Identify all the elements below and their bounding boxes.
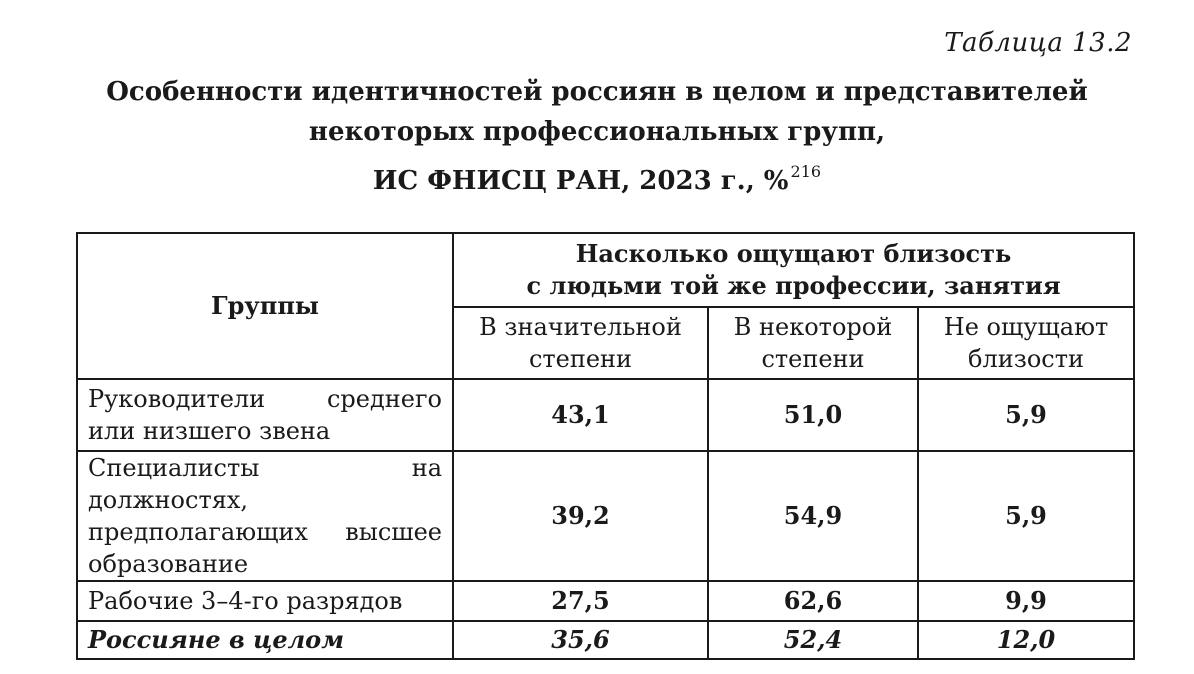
table-row	[77, 379, 1134, 451]
table-number: Таблица 13.2	[944, 28, 1132, 58]
closeness-header	[453, 233, 1134, 307]
row-label: Рабочие 3–4-го разрядов	[77, 581, 453, 621]
cell-value: 5,9	[918, 451, 1134, 581]
total-row	[77, 621, 1134, 659]
title-line-2: некоторых профессиональных групп,	[308, 117, 886, 147]
cell-value: 43,1	[453, 379, 708, 451]
cell-value: 35,6	[453, 621, 708, 659]
cell-value: 52,4	[708, 621, 918, 659]
groups-header: Группы	[77, 233, 453, 379]
col-header-significant	[453, 307, 708, 379]
col-header-some-line-1: В некоторой	[733, 313, 893, 341]
cell-value: 62,6	[708, 581, 918, 621]
col-header-none	[918, 307, 1134, 379]
cell-value: 12,0	[918, 621, 1134, 659]
closeness-header-line-1: Насколько ощущают близость	[575, 239, 1012, 268]
col-header-none-line-2: близости	[968, 345, 1084, 373]
title-line-3-text: ИС ФНИСЦ РАН, 2023 г., %	[372, 166, 789, 196]
col-header-significant-line-2: степени	[528, 345, 633, 373]
col-header-some	[708, 307, 918, 379]
table-row	[77, 581, 1134, 621]
cell-value: 5,9	[918, 379, 1134, 451]
cell-value: 54,9	[708, 451, 918, 581]
footnote-ref: 216	[790, 162, 822, 181]
title-line-3	[0, 152, 1194, 201]
table-title	[0, 72, 1194, 201]
cell-value: 27,5	[453, 581, 708, 621]
cell-value: 39,2	[453, 451, 708, 581]
col-header-some-line-2: степени	[761, 345, 865, 373]
table-row	[77, 451, 1134, 581]
row-label: Россияне в целом	[77, 621, 453, 659]
data-table	[76, 232, 1135, 660]
row-label: Специалисты на должностях, предполагающих высшее образование	[77, 451, 453, 581]
col-header-significant-line-1: В значительной	[479, 313, 682, 341]
row-label: Руководители среднего или низшего звена	[77, 379, 453, 451]
closeness-header-line-2: с людьми той же профессии, занятия	[526, 271, 1061, 300]
cell-value: 51,0	[708, 379, 918, 451]
col-header-none-line-1: Не ощущают	[943, 313, 1109, 341]
cell-value: 9,9	[918, 581, 1134, 621]
title-line-1: Особенности идентичностей россиян в целом и представителей	[106, 77, 1088, 107]
